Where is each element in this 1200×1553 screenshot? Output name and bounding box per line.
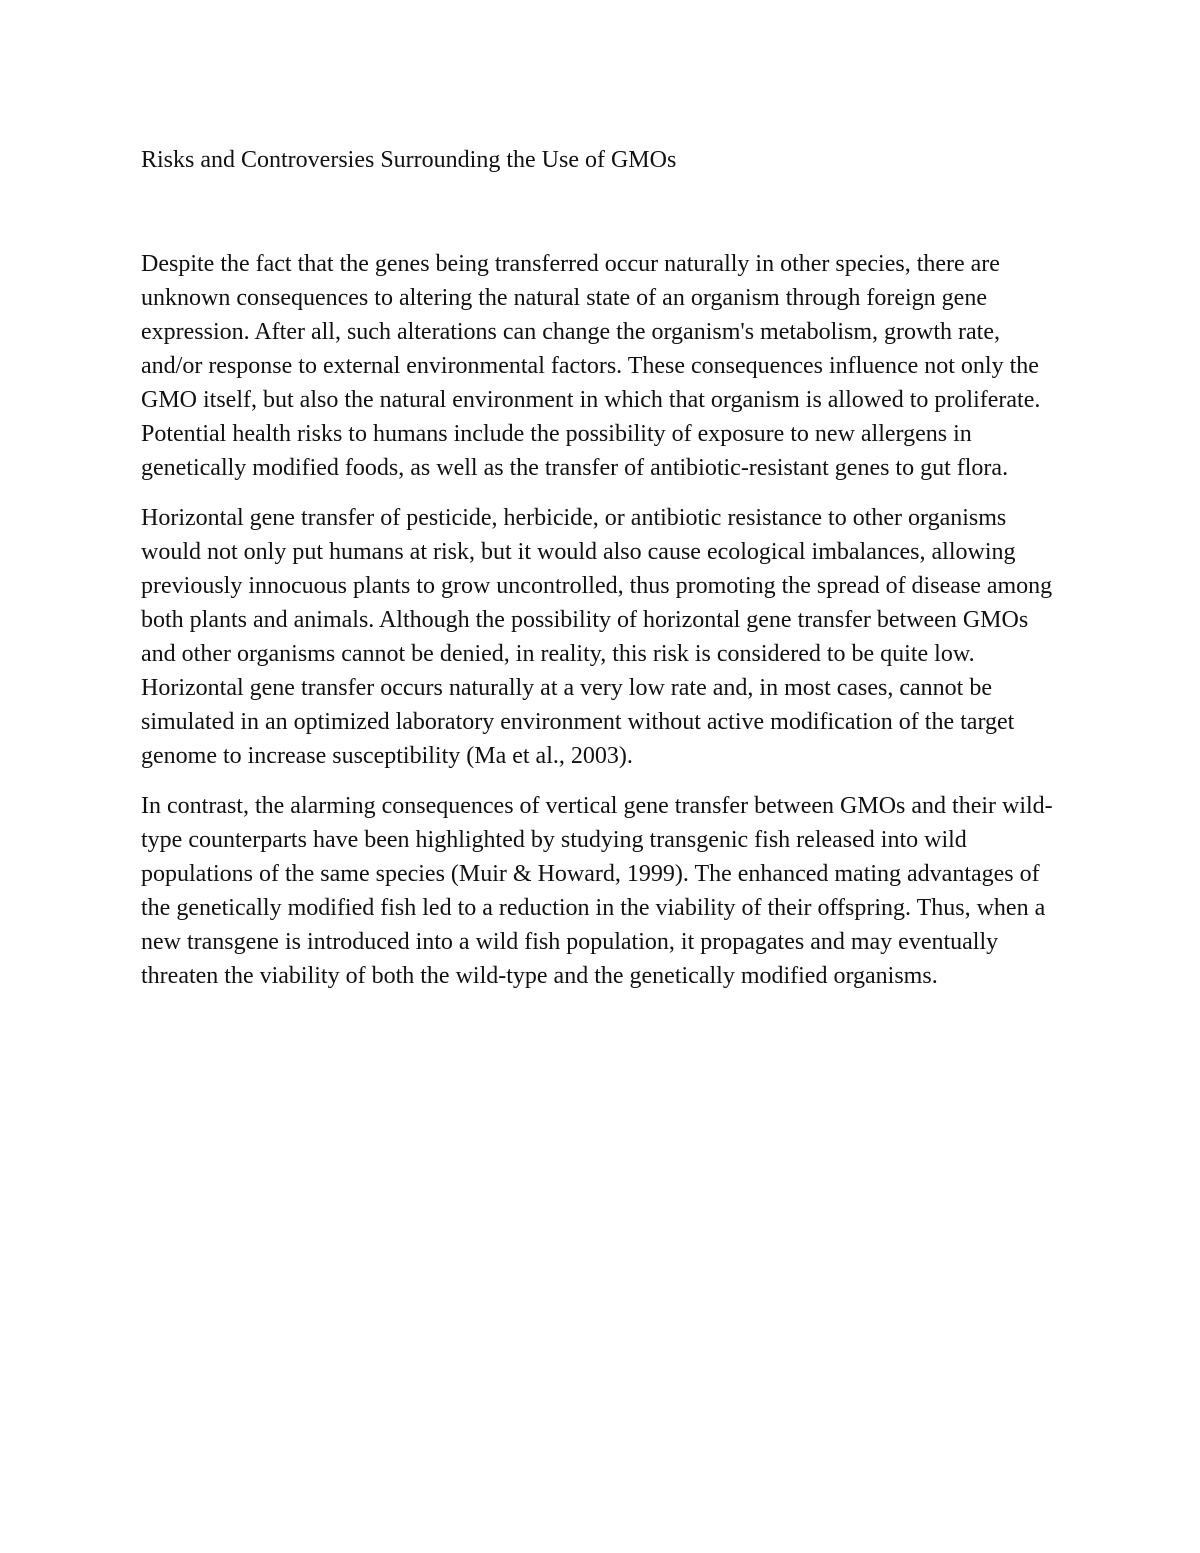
paragraph-3: In contrast, the alarming consequences of vertical gene transfer between GMOs and their wild-type counterparts have been highlighted by studying transgenic fish released into wild populations of the same species (Muir & Howard, 1999). The enhanced mating advantages of the genetically modified fish led to a reduction in the viability of their offspring. Thus, when a new transgene is introduced into a wild fish population, it propagates and may eventually threaten the viability of both the wild-type and the genetically modified organisms. bbox=[141, 793, 1053, 989]
document-title: Risks and Controversies Surrounding the Use of GMOs bbox=[141, 147, 677, 173]
document-content bbox=[141, 143, 1066, 1009]
document-body bbox=[141, 247, 1066, 993]
paragraph-2: Horizontal gene transfer of pesticide, herbicide, or antibiotic resistance to other organisms would not only put humans at risk, but it would also cause ecological imbalances, allowing previously innocuous plants to grow uncontrolled, thus promoting the spread of disease among both plants and animals. Although the possibility of horizontal gene transfer between GMOs and other organisms cannot be denied, in reality, this risk is considered to be quite low. Horizontal gene transfer occurs naturally at a very low rate and, in most cases, cannot be simulated in an optimized laboratory environment without active modification of the target genome to increase susceptibility (Ma et al., 2003). bbox=[141, 505, 1053, 769]
paragraph-1: Despite the fact that the genes being transferred occur naturally in other species, there are unknown consequences to altering the natural state of an organism through foreign gene expression. After all, such alterations can change the organism's metabolism, growth rate, and/or response to external environmental factors. These consequences influence not only the GMO itself, but also the natural environment in which that organism is allowed to proliferate. Potential health risks to humans include the possibility of exposure to new allergens in genetically modified foods, as well as the transfer of antibiotic-resistant genes to gut flora. bbox=[141, 251, 1041, 481]
